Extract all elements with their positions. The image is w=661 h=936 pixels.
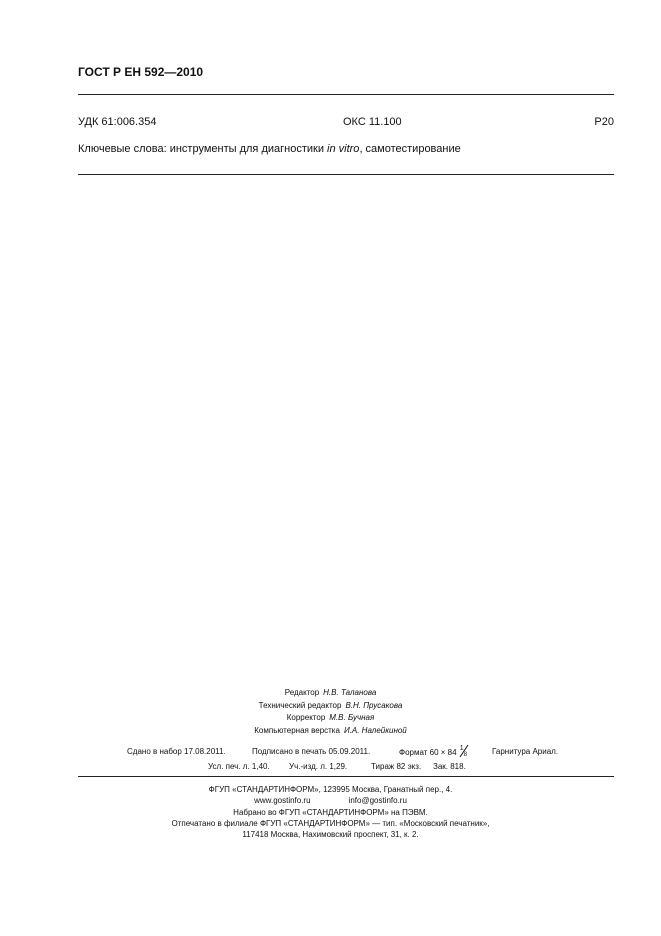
fraction-numerator: 1	[459, 745, 464, 752]
credit-proofreader	[0, 712, 661, 725]
order-number: Зак. 818.	[433, 762, 466, 771]
print-typeface: Гарнитура Ариал.	[492, 747, 559, 756]
udk-code: УДК 61:006.354	[78, 116, 157, 128]
keywords-italic-term: in vitro	[327, 143, 360, 155]
fraction-denominator: 8	[463, 752, 468, 758]
print-signed-date: Подписано в печать 05.09.2011.	[252, 747, 371, 756]
keywords-prefix: Ключевые слова: инструменты для диагностики	[78, 143, 328, 155]
credit-role: Технический редактор	[258, 700, 342, 710]
credit-role: Редактор	[284, 688, 320, 697]
footer-divider	[78, 776, 614, 777]
publishing-sheets: Уч.-изд. л. 1,29.	[289, 762, 348, 771]
classification-code: Р20	[594, 116, 614, 128]
publisher-email: info@gostinfo.ru	[348, 796, 407, 806]
print-format	[399, 747, 469, 757]
publisher-print-address: 117418 Москва, Нахимовский проспект, 31, к. 2.	[242, 830, 419, 840]
print-sent-date: Сдано в набор 17.08.2011.	[127, 747, 226, 756]
credit-tech-editor	[0, 700, 661, 713]
publisher-block	[0, 784, 661, 840]
keywords-line	[78, 143, 461, 155]
keywords-suffix: , самотестирование	[359, 143, 461, 155]
credit-role: Компьютерная верстка	[254, 725, 340, 735]
credit-name: Н.В. Таланова	[323, 688, 377, 697]
credit-name: М.В. Бучная	[329, 713, 375, 722]
publisher-printed: Отпечатано в филиале ФГУП «СТАНДАРТИНФОРМ» — тип. «Московский печатник»,	[171, 818, 490, 828]
publisher-typeset: Набрано во ФГУП «СТАНДАРТИНФОРМ» на ПЭВМ.	[233, 807, 428, 817]
header-divider	[78, 94, 614, 95]
credit-name: В.Н. Прусакова	[345, 700, 403, 710]
credit-editor	[0, 687, 661, 700]
oks-code: ОКС 11.100	[343, 116, 402, 128]
credit-layout	[0, 725, 661, 738]
format-fraction	[459, 747, 469, 757]
keywords-divider	[78, 174, 614, 175]
print-run: Тираж 82 экз.	[371, 762, 422, 771]
document-code: ГОСТ Р ЕН 592—2010	[78, 65, 204, 79]
credit-role: Корректор	[286, 713, 326, 722]
publisher-address: ФГУП «СТАНДАРТИНФОРМ», 123995 Москва, Гранатный пер., 4.	[208, 785, 453, 794]
publisher-contacts	[0, 795, 661, 806]
print-sheets: Усл. печ. л. 1,40.	[208, 762, 270, 771]
publisher-website: www.gostinfo.ru	[254, 796, 311, 806]
format-label: Формат 60 × 84	[399, 748, 457, 757]
credit-name: И.А. Налейкиной	[343, 725, 407, 735]
credits-block	[0, 687, 661, 737]
